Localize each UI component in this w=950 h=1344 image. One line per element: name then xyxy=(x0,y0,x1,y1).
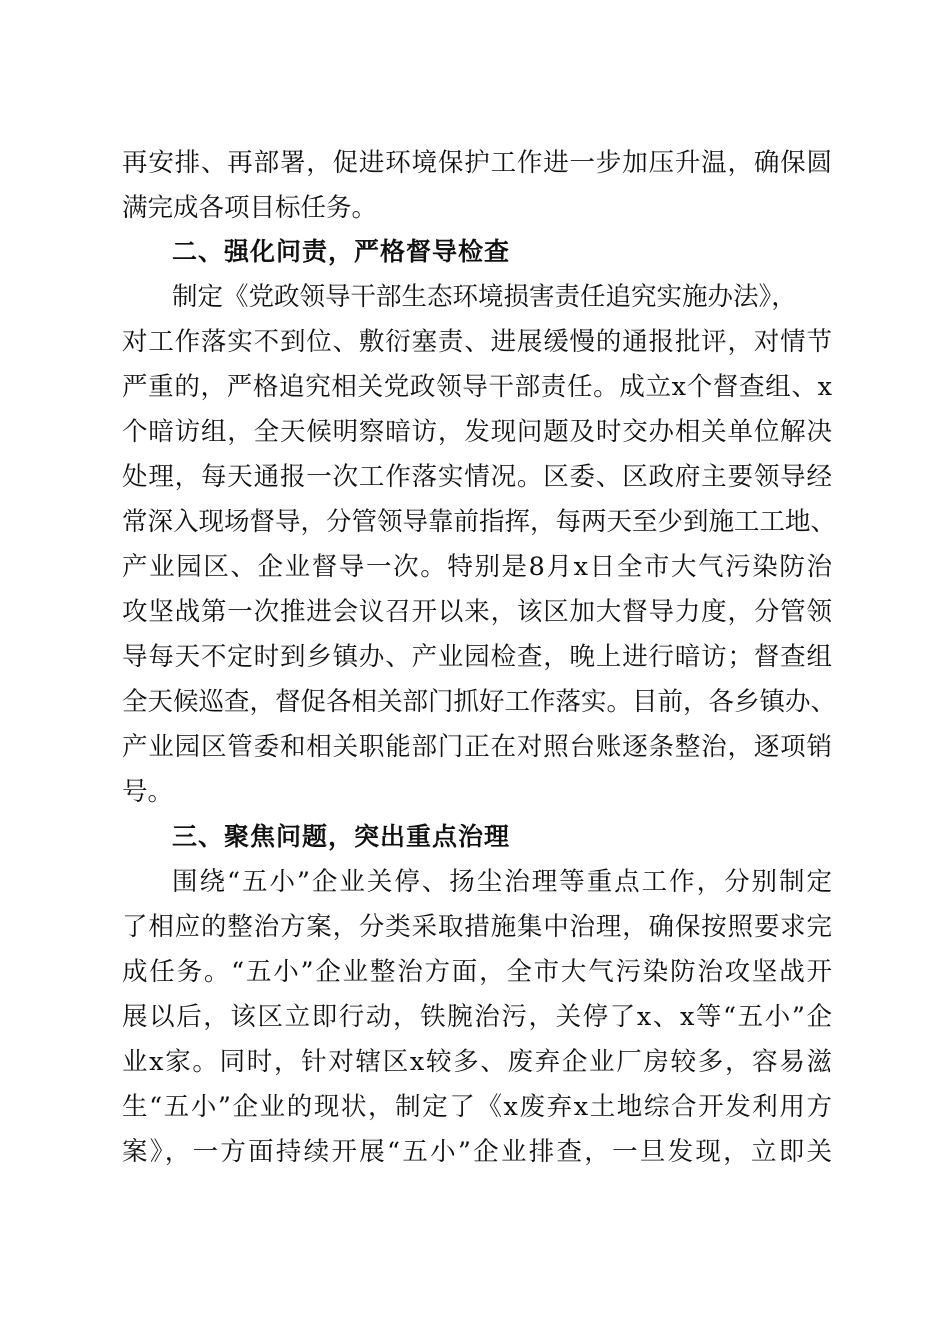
paragraph-line: 严重的，严格追究相关党政领导干部责任。成立x个督查组、x xyxy=(122,372,832,402)
paragraph-line: 全天候巡查，督促各相关部门抓好工作落实。目前，各乡镇办、 xyxy=(122,687,837,717)
paragraph-line: 围绕“五小”企业关停、扬尘治理等重点工作，分别制定 xyxy=(172,867,832,897)
paragraph-line: 个暗访组，全天候明察暗访，发现问题及时交办相关单位解决 xyxy=(122,417,832,447)
paragraph-line: 常深入现场督导，分管领导靠前指挥，每两天至少到施工工地、 xyxy=(122,507,837,537)
section-heading: 三、聚焦问题，突出重点治理 xyxy=(172,822,511,851)
paragraph-line: 攻坚战第一次推进会议召开以来，该区加大督导力度，分管领 xyxy=(122,597,832,627)
paragraph-line: 产业园区、企业督导一次。特别是8月x日全市大气污染防治 xyxy=(122,552,832,582)
paragraph-line: 号。 xyxy=(122,777,174,807)
paragraph-line: 成任务。“五小”企业整治方面，全市大气污染防治攻坚战开 xyxy=(122,957,832,987)
section-heading: 二、强化问责，严格督导检查 xyxy=(172,237,511,266)
paragraph-line: 再安排、再部署，促进环境保护工作进一步加压升温，确保圆 xyxy=(122,148,832,178)
paragraph-line: 业x家。同时，针对辖区x较多、废弃企业厂房较多，容易滋 xyxy=(122,1047,832,1077)
paragraph-line: 导每天不定时到乡镇办、产业园检查，晚上进行暗访；督查组 xyxy=(122,642,832,672)
paragraph-line: 满完成各项目标任务。 xyxy=(122,193,378,223)
paragraph-line: 制定《党政领导干部生态环境损害责任追究实施办法》， xyxy=(172,282,797,312)
paragraph-line: 对工作落实不到位、敷衍塞责、进展缓慢的通报批评，对情节 xyxy=(122,327,832,357)
paragraph-line: 处理，每天通报一次工作落实情况。区委、区政府主要领导经 xyxy=(122,462,832,492)
paragraph-line: 展以后，该区立即行动，铁腕治污，关停了x、x等“五小”企 xyxy=(122,1002,832,1032)
paragraph-line: 生“五小”企业的现状，制定了《x废弃x土地综合开发利用方 xyxy=(122,1092,832,1122)
paragraph-line: 产业园区管委和相关职能部门正在对照台账逐条整治，逐项销 xyxy=(122,732,832,762)
paragraph-line: 了相应的整治方案，分类采取措施集中治理，确保按照要求完 xyxy=(122,912,832,942)
paragraph-line: 案》，一方面持续开展“五小”企业排查，一旦发现，立即关 xyxy=(122,1137,832,1167)
